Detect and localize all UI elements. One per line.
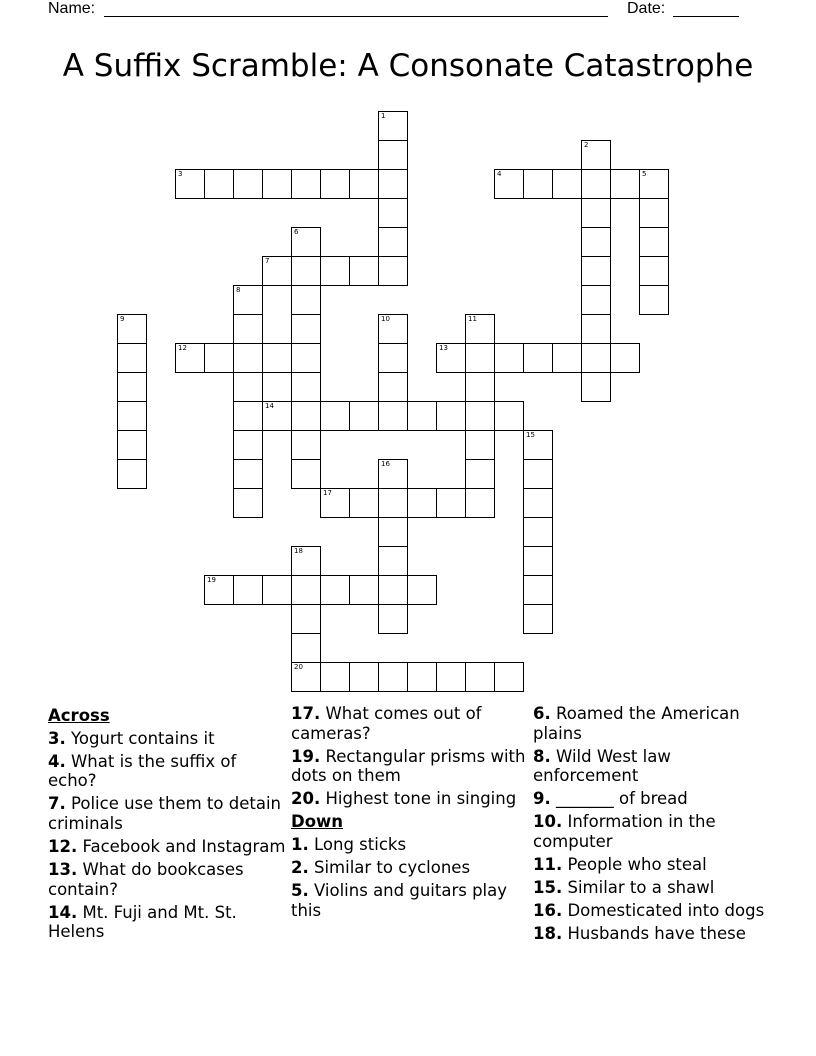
grid-cell[interactable] <box>233 169 263 199</box>
grid-cell[interactable] <box>378 140 408 170</box>
grid-cell[interactable] <box>117 459 147 489</box>
clue-text: Husbands have these <box>562 924 746 944</box>
grid-cell[interactable] <box>639 285 669 315</box>
grid-cell[interactable] <box>291 430 321 460</box>
clue-number-label: 3. <box>48 728 66 748</box>
across-heading: Across <box>48 706 110 725</box>
clue-number: 13 <box>439 344 448 352</box>
grid-cell[interactable] <box>581 285 611 315</box>
clue-text: Similar to cyclones <box>308 858 471 878</box>
clue-number-label: 15. <box>533 878 563 898</box>
grid-cell[interactable] <box>378 517 408 547</box>
grid-cell[interactable] <box>378 604 408 634</box>
grid-cell[interactable] <box>291 401 321 431</box>
grid-cell[interactable] <box>233 314 263 344</box>
clue-item <box>533 901 773 921</box>
grid-cell[interactable] <box>639 227 669 257</box>
clue-item <box>533 747 773 786</box>
grid-cell[interactable] <box>233 430 263 460</box>
clue-text: Highest tone in singing <box>320 789 517 809</box>
grid-cell[interactable] <box>552 343 582 373</box>
grid-cell[interactable] <box>349 401 379 431</box>
clue-number-label: 9. <box>533 789 551 809</box>
grid-cell[interactable] <box>291 575 321 605</box>
grid-cell[interactable] <box>291 633 321 663</box>
clue-number: 5 <box>642 170 647 178</box>
grid-cell[interactable] <box>436 662 466 692</box>
clue-item <box>48 794 288 833</box>
grid-cell[interactable] <box>610 169 640 199</box>
clue-number-label: 12. <box>48 837 78 857</box>
grid-cell[interactable] <box>639 198 669 228</box>
grid-cell[interactable] <box>262 401 292 431</box>
clue-number: 4 <box>497 170 502 178</box>
clue-text: _______ of bread <box>550 789 688 809</box>
grid-cell[interactable] <box>581 256 611 286</box>
grid-cell[interactable] <box>465 459 495 489</box>
clue-number-label: 19. <box>291 746 321 766</box>
grid-cell[interactable] <box>639 169 669 199</box>
clue-text: Wild West law enforcement <box>533 746 671 786</box>
grid-cell[interactable] <box>233 372 263 402</box>
clues-column-1 <box>48 704 288 946</box>
clue-number-label: 8. <box>533 746 551 766</box>
clue-item <box>533 855 773 875</box>
clue-item <box>291 835 531 855</box>
clue-number: 6 <box>294 228 299 236</box>
grid-cell[interactable] <box>349 662 379 692</box>
grid-cell[interactable] <box>117 401 147 431</box>
grid-cell[interactable] <box>378 314 408 344</box>
grid-cell[interactable] <box>291 256 321 286</box>
clue-number: 8 <box>236 286 241 294</box>
grid-cell[interactable] <box>291 227 321 257</box>
clue-text: Facebook and Instagram <box>77 837 286 857</box>
grid-cell[interactable] <box>494 169 524 199</box>
grid-cell[interactable] <box>407 488 437 518</box>
grid-cell[interactable] <box>117 314 147 344</box>
grid-cell[interactable] <box>523 488 553 518</box>
grid-cell[interactable] <box>349 488 379 518</box>
grid-cell[interactable] <box>320 401 350 431</box>
grid-cell[interactable] <box>291 285 321 315</box>
clue-number-label: 7. <box>48 794 66 814</box>
grid-cell[interactable] <box>523 604 553 634</box>
clue-text: Long sticks <box>308 835 407 855</box>
clue-item <box>291 858 531 878</box>
grid-cell[interactable] <box>378 227 408 257</box>
grid-cell[interactable] <box>494 343 524 373</box>
clue-text: Information in the computer <box>533 812 716 852</box>
clue-text: What is the suffix of echo? <box>48 751 237 791</box>
grid-cell[interactable] <box>349 256 379 286</box>
grid-cell[interactable] <box>465 488 495 518</box>
clue-item <box>533 704 773 743</box>
down-heading: Down <box>291 812 344 832</box>
clue-item <box>291 881 531 920</box>
grid-cell[interactable] <box>378 111 408 141</box>
grid-cell[interactable] <box>378 401 408 431</box>
grid-cell[interactable] <box>552 169 582 199</box>
grid-cell[interactable] <box>581 169 611 199</box>
grid-cell[interactable] <box>378 662 408 692</box>
grid-cell[interactable] <box>291 169 321 199</box>
grid-cell[interactable] <box>523 517 553 547</box>
date-label: Date: <box>627 0 666 17</box>
grid-cell[interactable] <box>436 343 466 373</box>
clues-column-3 <box>533 704 773 948</box>
grid-cell[interactable] <box>320 256 350 286</box>
grid-cell[interactable] <box>117 372 147 402</box>
grid-cell[interactable] <box>523 430 553 460</box>
grid-cell[interactable] <box>407 401 437 431</box>
clue-number: 2 <box>584 141 589 149</box>
grid-cell[interactable] <box>291 372 321 402</box>
grid-cell[interactable] <box>581 372 611 402</box>
grid-cell[interactable] <box>204 575 234 605</box>
clue-number: 1 <box>381 112 386 120</box>
grid-cell[interactable] <box>175 343 205 373</box>
grid-cell[interactable] <box>465 343 495 373</box>
clue-number-label: 10. <box>533 812 563 832</box>
grid-cell[interactable] <box>291 343 321 373</box>
grid-cell[interactable] <box>349 169 379 199</box>
clue-text: Domesticated into dogs <box>562 901 765 921</box>
clue-number-label: 5. <box>291 881 309 901</box>
clue-number-label: 1. <box>291 835 309 855</box>
grid-cell[interactable] <box>262 575 292 605</box>
clue-number: 20 <box>294 663 303 671</box>
grid-cell[interactable] <box>320 488 350 518</box>
grid-cell[interactable] <box>233 459 263 489</box>
grid-cell[interactable] <box>291 546 321 576</box>
grid-cell[interactable] <box>378 459 408 489</box>
clue-number: 9 <box>120 315 125 323</box>
grid-cell[interactable] <box>465 430 495 460</box>
clue-item <box>533 878 773 898</box>
grid-cell[interactable] <box>233 343 263 373</box>
clue-number: 12 <box>178 344 187 352</box>
grid-cell[interactable] <box>378 575 408 605</box>
grid-cell[interactable] <box>465 372 495 402</box>
clue-number: 19 <box>207 576 216 584</box>
grid-cell[interactable] <box>320 662 350 692</box>
clue-number: 16 <box>381 460 390 468</box>
grid-cell[interactable] <box>523 343 553 373</box>
clue-text: What do bookcases contain? <box>48 860 244 899</box>
grid-cell[interactable] <box>407 662 437 692</box>
grid-cell[interactable] <box>262 169 292 199</box>
grid-cell[interactable] <box>233 575 263 605</box>
grid-cell[interactable] <box>117 430 147 460</box>
grid-cell[interactable] <box>378 343 408 373</box>
clue-number: 3 <box>178 170 183 178</box>
clue-item <box>291 704 531 743</box>
grid-cell[interactable] <box>639 256 669 286</box>
clue-number: 14 <box>265 402 274 410</box>
name-label: Name: <box>48 0 96 17</box>
grid-cell[interactable] <box>465 662 495 692</box>
clue-number-label: 4. <box>48 751 66 771</box>
grid-cell[interactable] <box>436 401 466 431</box>
grid-cell[interactable] <box>320 169 350 199</box>
clue-item <box>48 837 288 857</box>
grid-cell[interactable] <box>291 662 321 692</box>
grid-cell[interactable] <box>378 256 408 286</box>
grid-cell[interactable] <box>349 575 379 605</box>
grid-cell[interactable] <box>610 343 640 373</box>
clue-number: 10 <box>381 315 390 323</box>
grid-cell[interactable] <box>233 401 263 431</box>
grid-cell[interactable] <box>581 343 611 373</box>
clue-number-label: 14. <box>48 902 78 922</box>
clue-item <box>533 924 773 944</box>
clue-number-label: 2. <box>291 858 309 878</box>
grid-cell[interactable] <box>378 169 408 199</box>
grid-cell[interactable] <box>204 343 234 373</box>
clue-text: Rectangular prisms with dots on them <box>291 746 526 786</box>
clue-text: Violins and guitars play this <box>291 881 508 920</box>
grid-cell[interactable] <box>233 285 263 315</box>
grid-cell[interactable] <box>378 372 408 402</box>
grid-cell[interactable] <box>581 227 611 257</box>
clue-text: Police use them to detain criminals <box>48 794 281 833</box>
grid-cell[interactable] <box>378 546 408 576</box>
grid-cell[interactable] <box>204 169 234 199</box>
grid-cell[interactable] <box>523 459 553 489</box>
clue-item <box>291 789 531 809</box>
grid-cell[interactable] <box>320 575 350 605</box>
clue-item <box>291 747 531 786</box>
grid-cell[interactable] <box>291 314 321 344</box>
clue-number-label: 11. <box>533 855 563 875</box>
grid-cell[interactable] <box>262 256 292 286</box>
grid-cell[interactable] <box>407 575 437 605</box>
clue-text: Yogurt contains it <box>65 728 215 748</box>
grid-cell[interactable] <box>233 488 263 518</box>
page-title: A Suffix Scramble: A Consonate Catastrophe <box>62 48 754 84</box>
grid-cell[interactable] <box>378 488 408 518</box>
clue-number-label: 17. <box>291 704 321 723</box>
clue-number: 18 <box>294 547 303 555</box>
grid-cell[interactable] <box>117 343 147 373</box>
grid-cell[interactable] <box>175 169 205 199</box>
clue-number: 17 <box>323 489 332 497</box>
clue-number-label: 16. <box>533 901 563 921</box>
clue-text: Roamed the American plains <box>533 704 740 743</box>
clue-item <box>48 752 288 791</box>
grid-cell[interactable] <box>581 140 611 170</box>
grid-cell[interactable] <box>465 401 495 431</box>
grid-cell[interactable] <box>494 401 524 431</box>
grid-cell[interactable] <box>262 343 292 373</box>
grid-cell[interactable] <box>378 198 408 228</box>
clue-number-label: 6. <box>533 704 551 723</box>
grid-cell[interactable] <box>523 169 553 199</box>
clue-item <box>533 812 773 851</box>
grid-cell[interactable] <box>494 662 524 692</box>
grid-cell[interactable] <box>581 198 611 228</box>
grid-cell[interactable] <box>523 546 553 576</box>
clue-number-label: 18. <box>533 924 563 944</box>
clues-column-2 <box>291 704 531 924</box>
clue-text: Mt. Fuji and Mt. St. Helens <box>48 902 237 942</box>
clue-number: 15 <box>526 431 535 439</box>
clue-item <box>533 789 773 809</box>
grid-cell[interactable] <box>291 459 321 489</box>
clue-item <box>48 729 288 749</box>
clue-number-label: 20. <box>291 789 321 809</box>
clue-text: What comes out of cameras? <box>291 704 482 743</box>
clue-text: Similar to a shawl <box>562 878 715 898</box>
grid-cell[interactable] <box>523 575 553 605</box>
grid-cell[interactable] <box>465 314 495 344</box>
clue-number-label: 13. <box>48 860 78 880</box>
clue-number: 7 <box>265 257 270 265</box>
grid-cell[interactable] <box>291 604 321 634</box>
grid-cell[interactable] <box>581 314 611 344</box>
clue-item <box>48 860 288 899</box>
clue-number: 11 <box>468 315 477 323</box>
grid-cell[interactable] <box>436 488 466 518</box>
clue-text: People who steal <box>562 855 707 875</box>
clue-item <box>48 903 288 942</box>
